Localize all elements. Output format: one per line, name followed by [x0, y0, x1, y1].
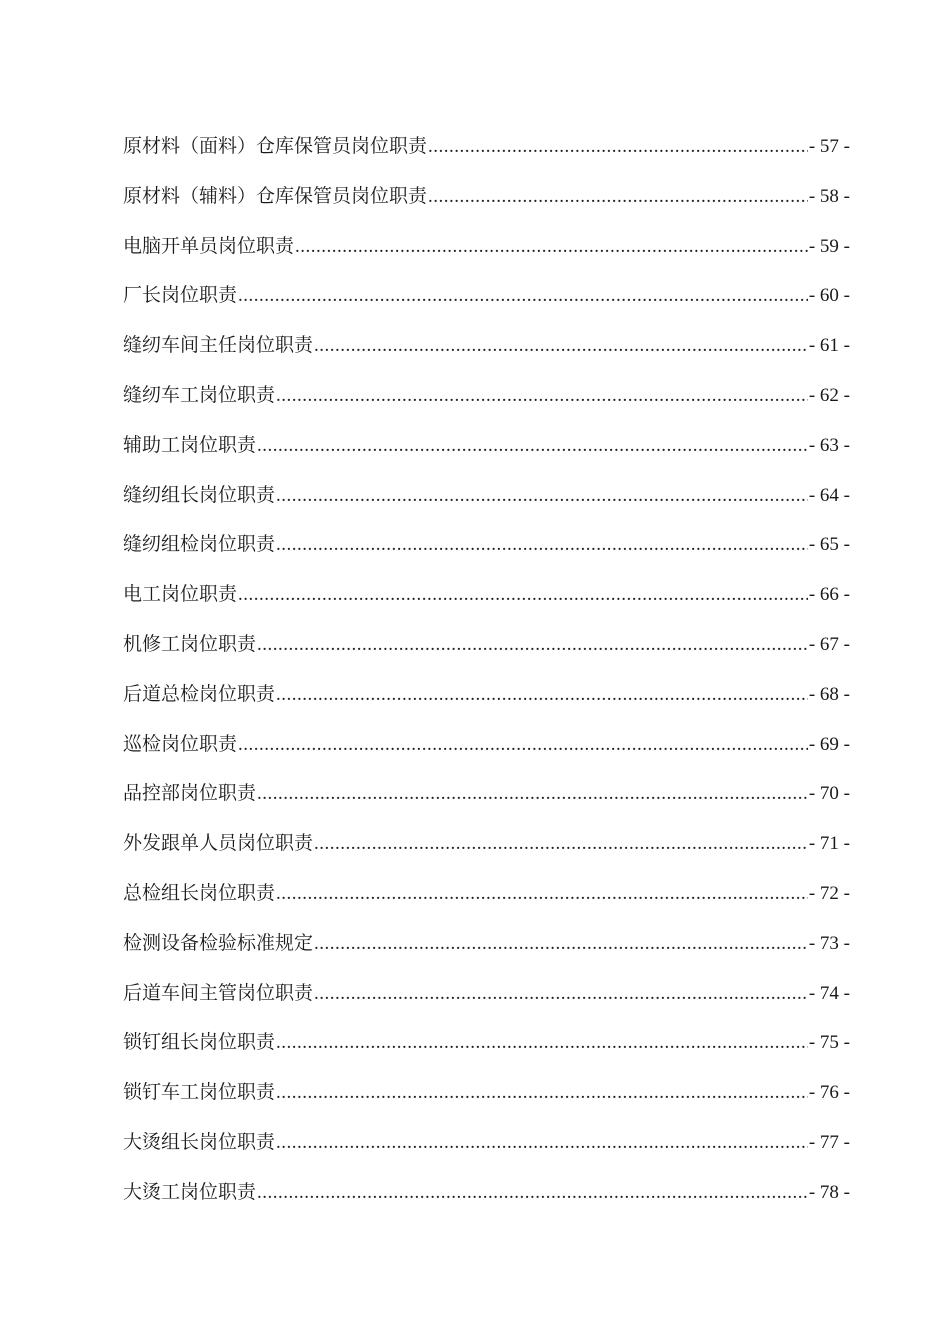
toc-entry-title: 检测设备检验标准规定 [123, 931, 314, 954]
toc-dot-leader [238, 271, 808, 321]
toc-page-number: - 75 - [808, 1032, 850, 1054]
toc-entry[interactable] [123, 321, 850, 371]
toc-page-number: - 78 - [808, 1181, 850, 1203]
toc-page-number: - 59 - [808, 235, 850, 257]
toc-dot-leader [276, 520, 808, 570]
toc-entry-title: 品控部岗位职责 [123, 782, 257, 805]
toc-dot-leader [295, 222, 808, 272]
toc-entry[interactable] [123, 421, 850, 471]
toc-entry[interactable] [123, 271, 850, 321]
toc-dot-leader [276, 1068, 808, 1118]
toc-entry[interactable] [123, 122, 850, 172]
toc-dot-leader [276, 471, 808, 521]
toc-entry-title: 巡检岗位职责 [123, 732, 238, 755]
toc-page-number: - 62 - [808, 384, 850, 406]
toc-entry[interactable] [123, 570, 850, 620]
toc-entry-title: 缝纫组长岗位职责 [123, 483, 276, 506]
toc-page-number: - 58 - [808, 185, 850, 207]
toc-dot-leader [238, 720, 808, 770]
toc-dot-leader [314, 321, 808, 371]
toc-page-number: - 65 - [808, 534, 850, 556]
toc-entry[interactable] [123, 371, 850, 421]
toc-entry-title: 大烫组长岗位职责 [123, 1130, 276, 1153]
toc-page-number: - 77 - [808, 1131, 850, 1153]
toc-entry[interactable] [123, 222, 850, 272]
toc-entry-title: 缝纫组检岗位职责 [123, 533, 276, 556]
toc-entry[interactable] [123, 769, 850, 819]
toc-entry[interactable] [123, 670, 850, 720]
toc-entry[interactable] [123, 172, 850, 222]
toc-page-number: - 66 - [808, 584, 850, 606]
toc-entry-title: 厂长岗位职责 [123, 284, 238, 307]
toc-entry-title: 锁钉车工岗位职责 [123, 1081, 276, 1104]
toc-entry-title: 机修工岗位职责 [123, 632, 257, 655]
toc-entry-title: 缝纫车间主任岗位职责 [123, 334, 314, 357]
toc-entry[interactable] [123, 520, 850, 570]
toc-dot-leader [314, 919, 808, 969]
toc-entry-title: 大烫工岗位职责 [123, 1180, 257, 1203]
toc-entry[interactable] [123, 919, 850, 969]
toc-entry-title: 电脑开单员岗位职责 [123, 234, 295, 257]
toc-page-number: - 64 - [808, 484, 850, 506]
toc-entry-title: 原材料（面料）仓库保管员岗位职责 [123, 135, 428, 157]
toc-entry-title: 外发跟单人员岗位职责 [123, 832, 314, 855]
toc-page-number: - 72 - [808, 882, 850, 904]
toc-dot-leader [276, 371, 808, 421]
toc-dot-leader [428, 172, 808, 222]
toc-dot-leader [314, 969, 808, 1019]
toc-page-number: - 70 - [808, 783, 850, 805]
toc-page-number: - 60 - [808, 285, 850, 307]
toc-page-number: - 74 - [808, 982, 850, 1004]
toc-page-number: - 61 - [808, 335, 850, 357]
toc-entry[interactable] [123, 1118, 850, 1168]
toc-entry-title: 后道总检岗位职责 [123, 682, 276, 705]
toc-dot-leader [257, 620, 808, 670]
toc-entry[interactable] [123, 1018, 850, 1068]
toc-entry[interactable] [123, 471, 850, 521]
toc-entry[interactable] [123, 1068, 850, 1118]
toc-entry-title: 辅助工岗位职责 [123, 433, 257, 456]
toc-dot-leader [257, 421, 808, 471]
toc-entry-title: 电工岗位职责 [123, 583, 238, 606]
toc-dot-leader [276, 1018, 808, 1068]
toc-entry[interactable] [123, 969, 850, 1019]
toc-page-number: - 68 - [808, 683, 850, 705]
toc-entry-title: 后道车间主管岗位职责 [123, 981, 314, 1004]
toc-dot-leader [428, 122, 808, 172]
toc-entry-title: 缝纫车工岗位职责 [123, 383, 276, 406]
toc-dot-leader [314, 819, 808, 869]
toc-dot-leader [257, 769, 808, 819]
table-of-contents [123, 122, 850, 1218]
toc-dot-leader [276, 670, 808, 720]
toc-entry[interactable] [123, 620, 850, 670]
toc-page-number: - 69 - [808, 733, 850, 755]
toc-page-number: - 67 - [808, 633, 850, 655]
toc-entry[interactable] [123, 1168, 850, 1218]
toc-entry-title: 原材料（辅料）仓库保管员岗位职责 [123, 184, 428, 207]
toc-dot-leader [238, 570, 808, 620]
toc-dot-leader [257, 1168, 808, 1218]
toc-page-number: - 73 - [808, 932, 850, 954]
toc-dot-leader [276, 869, 808, 919]
toc-entry[interactable] [123, 869, 850, 919]
toc-page-number: - 76 - [808, 1082, 850, 1104]
toc-entry-title: 总检组长岗位职责 [123, 881, 276, 904]
toc-entry[interactable] [123, 720, 850, 770]
toc-page-number: - 57 - [808, 136, 850, 157]
toc-entry-title: 锁钉组长岗位职责 [123, 1031, 276, 1054]
toc-entry[interactable] [123, 819, 850, 869]
toc-dot-leader [276, 1118, 808, 1168]
toc-page-number: - 71 - [808, 833, 850, 855]
toc-page-number: - 63 - [808, 434, 850, 456]
